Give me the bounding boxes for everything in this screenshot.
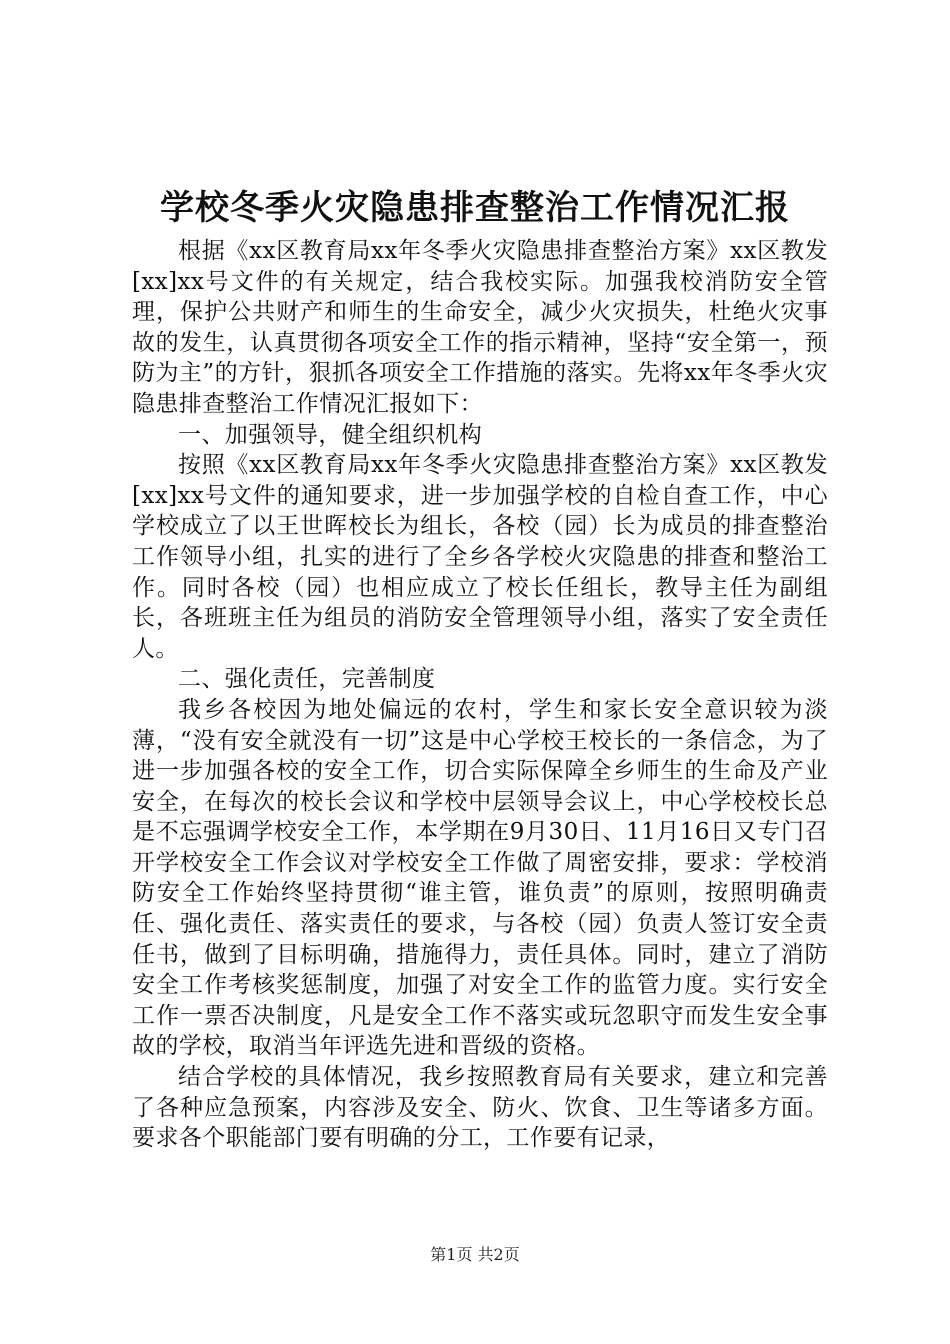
paragraph-responsibility: 我乡各校因为地处偏远的农村，学生和家长安全意识较为淡薄，“没有安全就没有一切”这是中心学校王校长的一条信念，为了进一步加强各校的安全工作，切合实际保障全乡师生的生命及产业安全，在每次的校长会议和学校中层领导会议上，中心学校校长总是不忘强调学校安全工作，本学期在9月30日、11月16日又专门召开学校安全工作会议对学校安全工作做了周密安排，要求：学校消防安全工作始终坚持贯彻“谁主管，谁负责”的原则，按照明确责任、强化责任、落实责任的要求，与各校（园）负责人签订安全责任书，做到了目标明确，措施得力，责任具体。同时，建立了消防安全工作考核奖惩制度，加强了对安全工作的监管力度。实行安全工作一票否决制度，凡是安全工作不落实或玩忽职守而发生安全事故的学校，取消当年评选先进和晋级的资格。 [132,696,828,1060]
section-heading-2: 二、强化责任，完善制度 [178,666,436,693]
paragraph-intro: 根据《xx区教育局xx年冬季火灾隐患排查整治方案》xx区教发[xx]xx号文件的有关规定，结合我校实际。加强我校消防安全管理，保护公共财产和师生的生命安全，减少火灾损失，杜绝火灾事故的发生，认真贯彻各项安全工作的指示精神，坚持“安全第一，预防为主”的方针，狠抓各项安全工作措施的落实。先将xx年冬季火灾隐患排查整治工作情况汇报如下： [132,238,828,417]
paragraph-emergency-plans: 结合学校的具体情况，我乡按照教育局有关要求，建立和完善了各种应急预案，内容涉及安全、防火、饮食、卫生等诸多方面。要求各个职能部门要有明确的分工，工作要有记录， [132,1064,828,1152]
paragraph-organization: 按照《xx区教育局xx年冬季火灾隐患排查整治方案》xx区教发[xx]xx号文件的通知要求，进一步加强学校的自检自查工作，中心学校成立了以王世晖校长为组长，各校（园）长为成员的排查整治工作领导小组，扎实的进行了全乡各学校火灾隐患的排查和整治工作。同时各校（园）也相应成立了校长任组长，教导主任为副组长，各班班主任为组员的消防安全管理领导小组，落实了安全责任人。 [132,452,828,662]
document-title: 学校冬季火灾隐患排查整治工作情况汇报 [160,188,790,228]
section-heading-1: 一、加强领导，健全组织机构 [178,421,483,448]
document-body [132,236,828,1154]
page-footer: 第1页 共2页 [430,1245,520,1264]
